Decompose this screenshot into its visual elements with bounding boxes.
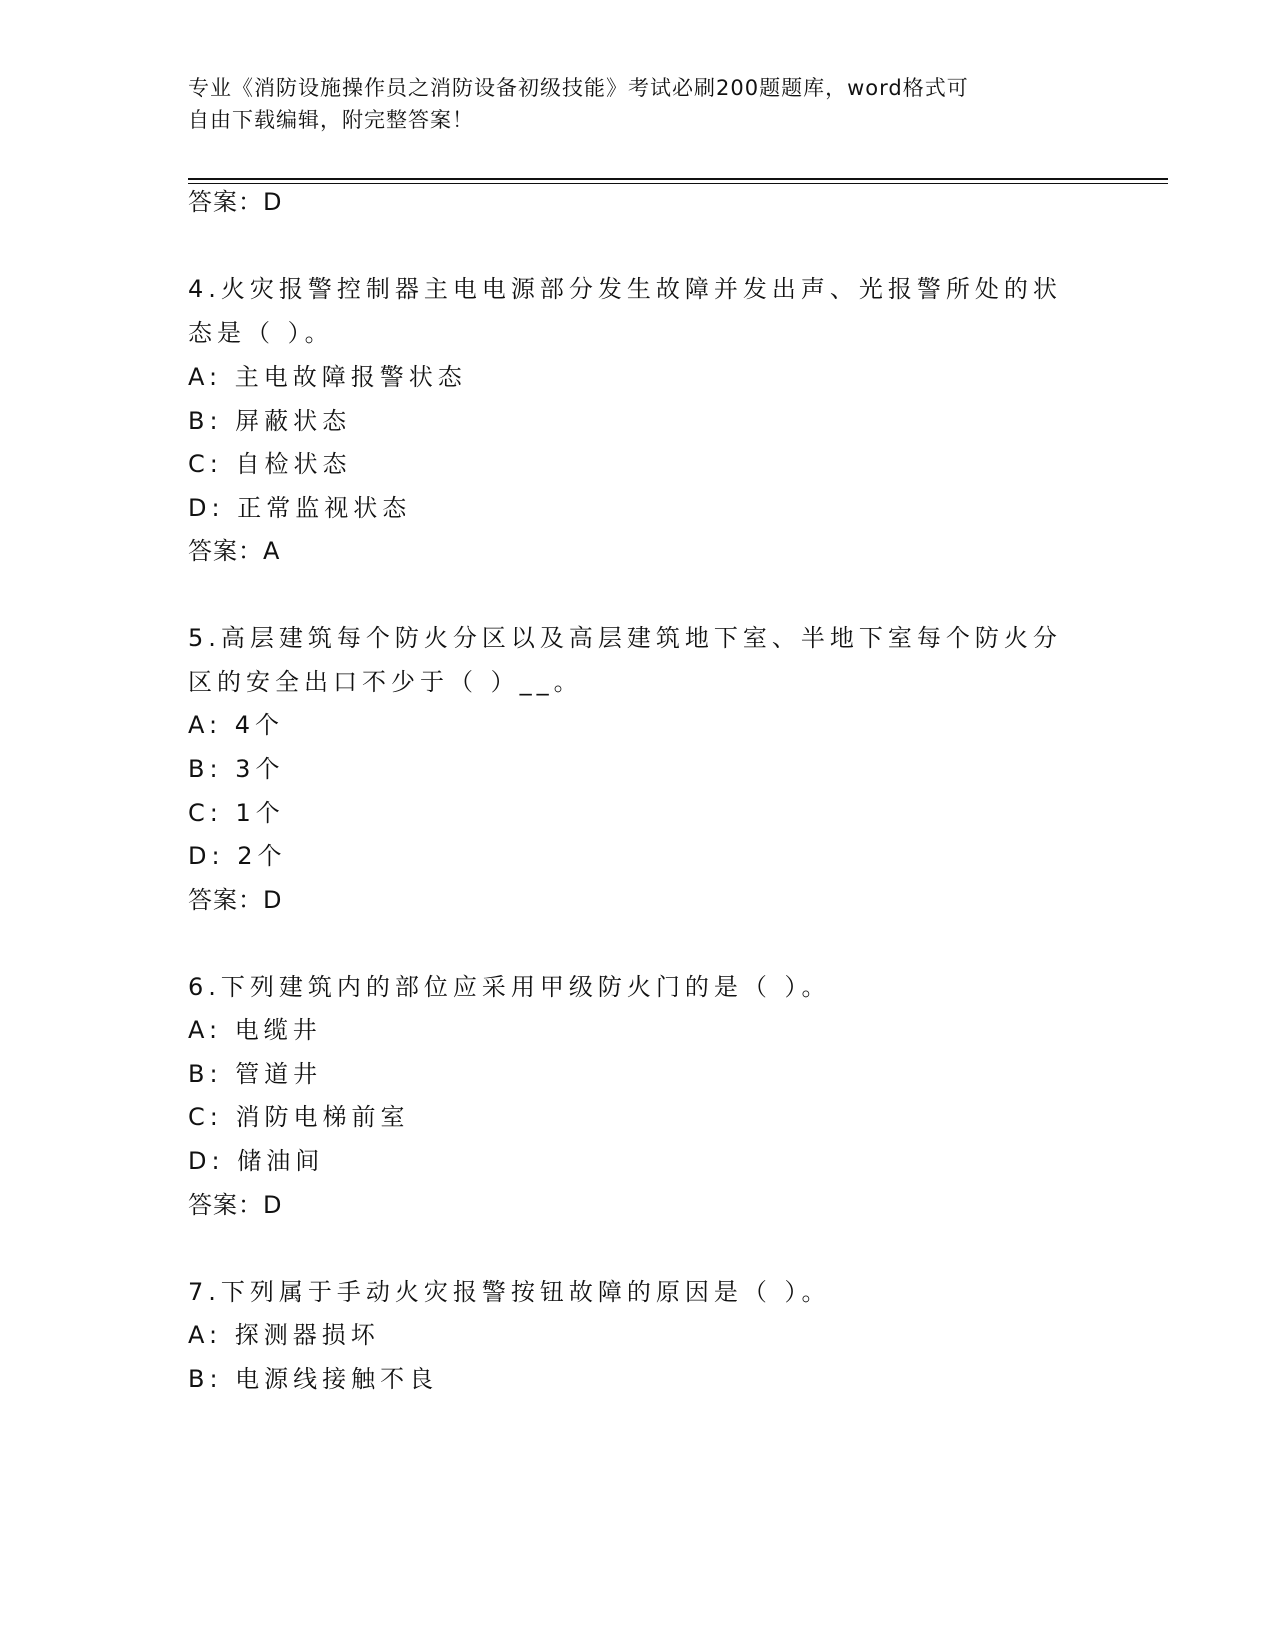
question-5-option-b: B: 3个 — [188, 755, 285, 783]
question-6-option-b: B: 管道井 — [188, 1060, 323, 1088]
question-5-stem-line-2: 区的安全出口不少于（ ）__。 — [188, 668, 583, 696]
question-6-option-c: C: 消防电梯前室 — [188, 1103, 410, 1131]
question-5-option-a: A: 4个 — [188, 711, 284, 739]
question-7-stem-line-1: 7.下列属于手动火灾报警按钮故障的原因是（ ）。 — [188, 1278, 831, 1306]
question-5-stem-line-1: 5.高层建筑每个防火分区以及高层建筑地下室、半地下室每个防火分 — [188, 624, 1062, 652]
question-5-answer: 答案：D — [188, 886, 283, 914]
question-4-answer: 答案：A — [188, 537, 281, 565]
document-header — [188, 72, 1068, 136]
question-4-stem-line-1: 4.火灾报警控制器主电电源部分发生故障并发出声、光报警所处的状 — [188, 275, 1062, 303]
question-6-option-d: D: 储油间 — [188, 1147, 325, 1175]
header-line-1: 专业《消防设施操作员之消防设备初级技能》考试必刷200题题库，word格式可 — [188, 76, 969, 100]
question-4-option-c: C: 自检状态 — [188, 450, 352, 478]
question-6-answer: 答案：D — [188, 1191, 283, 1219]
header-rule-thick — [188, 178, 1168, 180]
question-7-option-b: B: 电源线接触不良 — [188, 1365, 439, 1393]
question-5-option-d: D: 2个 — [188, 842, 287, 870]
question-6-stem-line-1: 6.下列建筑内的部位应采用甲级防火门的是（ ）。 — [188, 973, 831, 1001]
header-rule-thin — [188, 183, 1168, 184]
question-6-option-a: A: 电缆井 — [188, 1016, 322, 1044]
question-5-option-c: C: 1个 — [188, 799, 285, 827]
header-line-2: 自由下载编辑，附完整答案！ — [188, 108, 474, 132]
answer-prev: 答案：D — [188, 188, 283, 216]
question-4-option-b: B: 屏蔽状态 — [188, 407, 352, 435]
question-7-option-a: A: 探测器损坏 — [188, 1321, 380, 1349]
question-4-option-a: A: 主电故障报警状态 — [188, 363, 467, 391]
question-4-stem-line-2: 态是（ ）。 — [188, 319, 334, 347]
question-4-option-d: D: 正常监视状态 — [188, 494, 412, 522]
